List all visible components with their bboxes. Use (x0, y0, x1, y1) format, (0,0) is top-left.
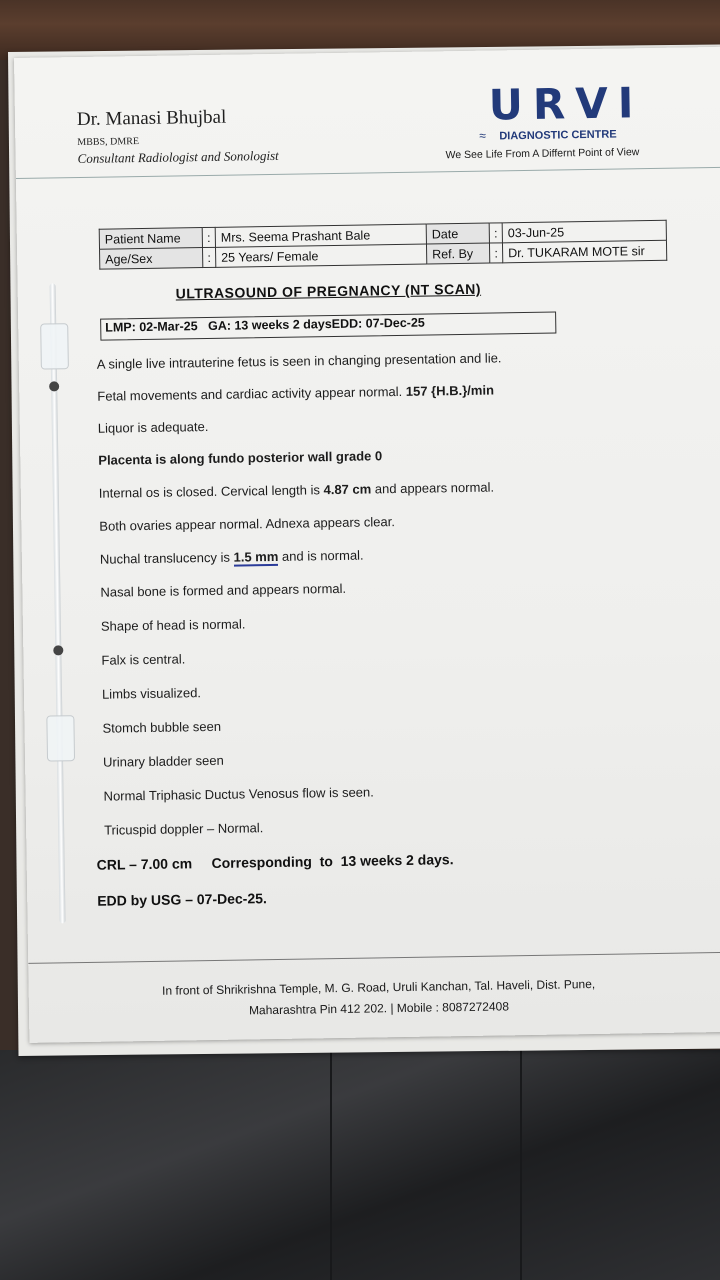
punch-hole (53, 645, 63, 655)
agesex-label: Age/Sex (100, 248, 203, 270)
finding-line: Falx is central. (101, 651, 186, 668)
crl-line: CRL – 7.00 cm Corresponding to 13 weeks 2 days. (96, 851, 454, 873)
agesex-value: 25 Years/ Female (215, 244, 426, 267)
logo-subtitle: DIAGNOSTIC CENTRE (499, 128, 617, 143)
clinic-address (139, 974, 620, 1024)
finding-text: Fetal movements and cardiac activity appear normal. (97, 383, 406, 404)
finding-line: Nasal bone is formed and appears normal. (100, 580, 347, 600)
finding-line (99, 480, 494, 501)
file-fastener-clip (40, 283, 76, 923)
finding-line: Limbs visualized. (101, 685, 202, 702)
punch-hole (49, 381, 59, 391)
doctor-role: Consultant Radiologist and Sonologist (77, 147, 279, 167)
edd-line: EDD by USG – 07-Dec-25. (97, 890, 267, 909)
refby-label: Ref. By (426, 243, 489, 264)
patient-name-label: Patient Name (99, 228, 202, 250)
fabric-crease (520, 1050, 522, 1280)
lmp-ga-edd-line: LMP: 02-Mar-25 GA: 13 weeks 2 daysEDD: 07-Dec-25 (100, 312, 556, 341)
finding-line: Normal Triphasic Ductus Venosus flow is seen. (103, 784, 374, 804)
finding-line: A single live intrauterine fetus is seen in changing presentation and lie. (96, 350, 502, 372)
finding-text: Nuchal translucency is (99, 549, 234, 567)
address-line: In front of Shrikrishna Temple, M. G. Road, Uruli Kanchan, Tal. Haveli, Dist. Pune, (162, 976, 596, 998)
finding-text: Internal os is closed. Cervical length is (98, 482, 324, 501)
finding-line (97, 383, 494, 404)
date-value: 03-Jun-25 (502, 220, 666, 243)
nuchal-translucency-value: 1.5 mm (233, 548, 279, 565)
header-divider (16, 167, 720, 179)
finding-line: Liquor is adequate. (97, 418, 209, 436)
refby-value: Dr. TUKARAM MOTE sir (502, 240, 666, 263)
patient-name-value: Mrs. Seema Prashant Bale (215, 224, 426, 247)
logo-text: URVI (488, 78, 644, 130)
clinic-logo (444, 78, 645, 161)
footer-divider (28, 952, 720, 964)
report-title: ULTRASOUND OF PREGNANCY (NT SCAN) (175, 280, 482, 302)
finding-text: and is normal. (278, 547, 364, 564)
placenta-finding: Placenta is along fundo posterior wall grade 0 (98, 448, 383, 468)
finding-line: Shape of head is normal. (100, 616, 246, 634)
patient-info-table (99, 220, 668, 270)
sound-wave-icon: ≈ (479, 128, 486, 143)
cervical-length-value: 4.87 cm (323, 481, 372, 498)
doctor-qualifications: MBBS, DMRE (77, 136, 140, 149)
finding-line: Stomch bubble seen (102, 718, 222, 736)
colon: : (489, 223, 502, 243)
fabric-crease (330, 1050, 332, 1280)
date-label: Date (426, 223, 489, 244)
address-line-2: Maharashtra Pin 412 202. | Mobile : 8087272408 (248, 999, 510, 1018)
finding-text: and appears normal. (371, 479, 495, 497)
fastener-tab (46, 715, 75, 761)
heart-rate-value: 157 {H.B.}/min (405, 382, 495, 399)
fastener-rod (50, 283, 66, 923)
finding-line: Urinary bladder seen (102, 752, 224, 770)
colon: : (202, 227, 215, 247)
clinic-tagline: We See Life From A Differnt Point of View (445, 146, 640, 162)
fastener-tab (40, 323, 69, 369)
colon: : (489, 243, 502, 263)
finding-line (100, 548, 364, 567)
fabric-background (0, 1050, 720, 1280)
report-page (14, 47, 720, 1043)
colon: : (203, 247, 216, 267)
doctor-name: Dr. Manasi Bhujbal (76, 106, 227, 131)
finding-line: Both ovaries appear normal. Adnexa appears clear. (99, 514, 396, 534)
finding-line: Tricuspid doppler – Normal. (104, 820, 264, 838)
